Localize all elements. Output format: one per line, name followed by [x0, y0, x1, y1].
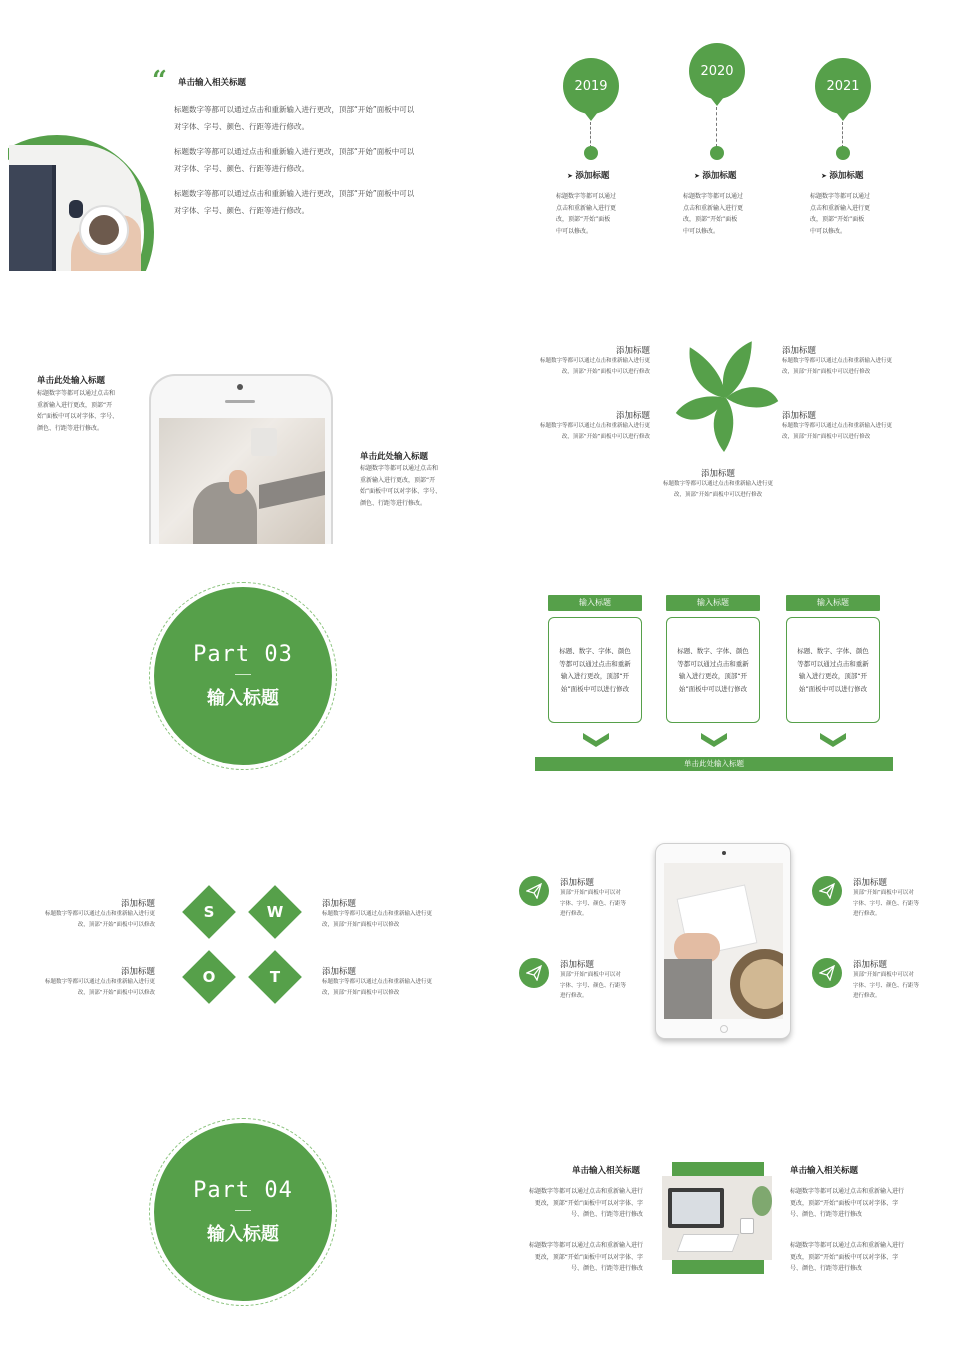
hand-pen	[229, 470, 247, 494]
desc-line: 中可以修改。	[810, 227, 847, 235]
desc-line: 中可以修改。	[683, 227, 720, 235]
slide1-paragraph	[174, 143, 454, 177]
desc-line: 改，顶部“开始”面板	[683, 216, 738, 223]
info-box	[548, 595, 642, 723]
part-title: 输入标题	[207, 1224, 279, 1245]
photo-left-para	[505, 1186, 643, 1221]
desc-line: 进行修改。	[853, 911, 881, 917]
arm-sleeve	[193, 482, 257, 544]
photo-left-title: 单击输入相关标题	[571, 1166, 640, 1176]
leaf-item-title: 添加标题	[782, 346, 817, 356]
desc-line: 点击和重新输入进行更	[683, 204, 744, 212]
desc-line: 始”面板中可以对字体、字号、	[360, 488, 442, 495]
sleeve-shape	[664, 959, 712, 1019]
desc-line: 标题数字等都可以通过点击和重新输入进行	[790, 1188, 905, 1195]
part-circle	[154, 1123, 332, 1301]
open-book	[677, 1234, 740, 1252]
swot-item-desc	[322, 977, 452, 998]
tablet-screen-image	[664, 863, 783, 1019]
part-title: 输入标题	[207, 688, 279, 709]
desc-line: 标题数字等都可以通过点击和	[360, 465, 439, 472]
coffee-mug	[740, 1218, 754, 1234]
desc-line: 点击和重新输入进行更	[810, 204, 871, 212]
photo-right-title: 单击输入相关标题	[790, 1166, 859, 1176]
box-line: 等都可以通过点击和重新	[677, 659, 749, 668]
desc-line: 标题数字等都可以通过点击和重新输入进行更	[539, 358, 650, 364]
swot-diamond-t	[256, 958, 294, 996]
desc-line: 改，顶部“开始”面板	[810, 216, 865, 223]
timeline-connector	[842, 122, 843, 148]
paper-plane-icon	[812, 876, 842, 906]
desc-line: 标题数字等都可以通过点击和重新输入进行更	[44, 979, 155, 985]
desc-line: 标题数字等都可以通过点击和重新输入进行更	[539, 423, 650, 429]
tablet-mockup	[655, 843, 791, 1039]
desc-line: 点击和重新输入进行更	[556, 204, 617, 212]
paragraph-line: 对字体、字号、颜色、行距等进行修改。	[174, 206, 309, 215]
desc-line: 标题数字等都可以通过	[810, 193, 871, 200]
info-box	[666, 595, 760, 723]
box-line: 输入进行更改，顶部“开	[678, 672, 748, 680]
box-line: 输入进行更改，顶部“开	[798, 672, 868, 680]
swot-item-title: 添加标题	[120, 899, 155, 909]
desc-line: 改，顶部“开始”面板中可以进行修改	[782, 433, 871, 440]
desc-line: 改，顶部“开始”面板中可以修改	[322, 921, 400, 928]
laptop-display	[672, 1192, 720, 1224]
swot-letter: T	[269, 968, 281, 986]
desc-line: 进行修改。	[853, 993, 881, 999]
box-line: 标题、数字、字体、颜色	[559, 647, 631, 655]
desc-line: 顶部“开始”面板中可以对	[560, 890, 621, 896]
hat-shape	[730, 949, 783, 1019]
timeline-connector	[716, 107, 717, 147]
box-line: 等都可以通过点击和重新	[797, 659, 869, 668]
swot-item-title: 添加标题	[322, 899, 357, 909]
desc-line: 标题数字等都可以通过点击和重新输入进行	[528, 1188, 643, 1195]
slide1-heading: 单击输入相关标题	[178, 78, 247, 88]
swot-item-title: 添加标题	[322, 967, 357, 977]
leaf-item-desc	[782, 421, 912, 442]
desc-line: 顶部“开始”面板中可以对	[853, 890, 914, 896]
leaf-petal	[681, 342, 730, 406]
swot-diamond-o	[190, 958, 228, 996]
desc-line: 标题数字等都可以通过	[556, 193, 617, 200]
bottom-bar-label: 单击此处输入标题	[684, 759, 744, 768]
tablet-item-desc	[560, 970, 650, 1002]
part-divider	[235, 674, 251, 675]
notebook-spine	[52, 165, 56, 271]
timeline-item	[681, 43, 761, 106]
leaf-item-desc	[520, 356, 650, 377]
swot-item-desc	[322, 909, 452, 930]
desc-line: 颜色、行距等进行修改。	[37, 424, 104, 432]
desc-line: 顶部“开始”面板中可以对	[853, 972, 914, 978]
desc-line: 改，顶部“开始”面板中可以修改	[322, 989, 400, 996]
leaf-item-desc	[648, 479, 788, 500]
desc-line: 号、颜色、行距等进行修改	[790, 1211, 863, 1218]
leaf-flower-icon	[672, 336, 780, 454]
timeline-dot	[584, 146, 598, 160]
desc-line: 颜色、行距等进行修改。	[360, 499, 427, 507]
desc-line: 改，顶部“开始”面板中可以进行修改	[561, 433, 650, 440]
photo-left-para	[505, 1240, 643, 1275]
desc-line: 改，顶部“开始”面板中可以进行修改	[561, 368, 650, 375]
paper-plane-icon	[519, 876, 549, 906]
desc-line: 标题数字等都可以通过	[683, 193, 744, 200]
desc-line: 字体、字号、颜色、行距等	[853, 982, 920, 989]
arrow-icon: ➤	[694, 172, 703, 180]
timeline-item	[807, 58, 887, 121]
quote-icon: “	[152, 66, 167, 96]
phone-speaker	[237, 384, 243, 390]
swot-diamond-s	[190, 893, 228, 931]
notebook-image	[9, 165, 56, 271]
desc-line: 更改，顶部“开始”面板中可以对字体、字	[534, 1253, 643, 1261]
swot-item-desc	[25, 977, 155, 998]
tablet-home-button	[720, 1025, 728, 1033]
leaf-item-desc	[782, 356, 912, 377]
phone-left-desc	[37, 388, 147, 434]
timeline-title	[694, 169, 736, 181]
desc-line: 更改，顶部“开始”面板中可以对字体、字	[790, 1199, 899, 1207]
box-body	[548, 617, 642, 723]
desc-line: 标题数字等都可以通过点击和重新输入进行更	[44, 911, 155, 917]
chevron-down-icon	[701, 733, 727, 747]
phone-earpiece	[225, 400, 255, 403]
swot-item-desc	[25, 909, 155, 930]
desc-line: 字体、字号、颜色、行距等	[560, 982, 627, 989]
part-divider	[235, 1210, 251, 1211]
part-number: Part 04	[193, 1178, 293, 1203]
swot-letter: S	[203, 903, 215, 921]
paragraph-line: 标题数字等都可以通过点击和重新输入进行更改，顶部“开始”面板中可以	[174, 147, 415, 156]
tablet-item-title: 添加标题	[853, 878, 888, 888]
phone-screen-image	[159, 418, 325, 544]
slide1-paragraph	[174, 185, 454, 219]
year-pin-2019: 2019	[563, 58, 619, 114]
swot-letter: O	[202, 968, 216, 986]
cup-handle	[69, 200, 83, 218]
box-line: 输入进行更改，顶部“开	[560, 672, 630, 680]
chevron-down-icon	[820, 733, 846, 747]
swot-diamond-w	[256, 893, 294, 931]
paragraph-line: 标题数字等都可以通过点击和重新输入进行更改，顶部“开始”面板中可以	[174, 105, 415, 114]
desc-line: 标题数字等都可以通过点击和	[37, 390, 116, 397]
timeline-desc	[556, 191, 636, 237]
plant	[752, 1186, 772, 1216]
box-line: 标题、数字、字体、颜色	[797, 647, 869, 655]
desc-line: 号、颜色、行距等进行修改	[570, 1265, 643, 1272]
desc-line: 字体、字号、颜色、行距等	[560, 900, 627, 907]
phone-mockup	[149, 374, 333, 544]
photo-right-para	[790, 1240, 928, 1275]
slide1-paragraph	[174, 101, 454, 135]
box-line: 始”面板中可以进行修改	[798, 684, 868, 693]
pin-tip	[584, 112, 598, 121]
desc-line: 标题数字等都可以通过点击和重新输入进行	[528, 1242, 643, 1249]
part-number: Part 03	[193, 642, 293, 667]
year-pin-2021: 2021	[815, 58, 871, 114]
laptop-edge	[259, 471, 325, 509]
desc-line: 标题数字等都可以通过点击和重新输入进行更	[782, 358, 893, 364]
phone-left-title: 单击此处输入标题	[37, 376, 106, 386]
chevron-down-icon	[583, 733, 609, 747]
desc-line: 中可以修改。	[556, 227, 593, 235]
paragraph-line: 对字体、字号、颜色、行距等进行修改。	[174, 122, 309, 131]
desc-line: 标题数字等都可以通过点击和重新输入进行更	[322, 911, 433, 917]
desc-line: 改，顶部“开始”面板中可以修改	[77, 989, 155, 996]
timeline-item	[555, 58, 635, 121]
part-circle	[154, 587, 332, 765]
arrow-icon: ➤	[567, 172, 576, 180]
box-body	[786, 617, 880, 723]
swot-letter: W	[266, 903, 284, 921]
box-header: 输入标题	[786, 595, 880, 611]
laptop-photo	[662, 1176, 772, 1260]
desc-line: 更改，顶部“开始”面板中可以对字体、字	[534, 1199, 643, 1207]
desc-line: 始”面板中可以对字体、字号、	[37, 413, 119, 420]
timeline-desc	[683, 191, 763, 237]
timeline-title	[821, 169, 863, 181]
paper-plane-icon	[812, 958, 842, 988]
tablet-item-desc	[853, 888, 943, 920]
desc-line: 标题数字等都可以通过点击和重新输入进行更	[322, 979, 433, 985]
bottom-bar	[535, 757, 893, 771]
swot-item-title: 添加标题	[120, 967, 155, 977]
desc-line: 标题数字等都可以通过点击和重新输入进行	[790, 1242, 905, 1249]
leaf-item-title: 添加标题	[700, 469, 735, 479]
leaf-item-title: 添加标题	[615, 346, 650, 356]
tablet-item-desc	[560, 888, 650, 920]
photo-right-para	[790, 1186, 928, 1221]
box-line: 始”面板中可以进行修改	[678, 684, 748, 693]
timeline-connector	[590, 122, 591, 148]
timeline-title-text: 添加标题	[702, 171, 737, 181]
desc-line: 改，顶部“开始”面板中可以进行修改	[782, 368, 871, 375]
leaf-item-desc	[520, 421, 650, 442]
leaf-item-title: 添加标题	[615, 411, 650, 421]
desc-line: 标题数字等都可以通过点击和重新输入进行更	[782, 423, 893, 429]
desk-object	[251, 428, 277, 456]
box-body	[666, 617, 760, 723]
box-line: 标题、数字、字体、颜色	[677, 647, 749, 655]
phone-right-title: 单击此处输入标题	[360, 452, 429, 462]
arrow-icon: ➤	[821, 172, 830, 180]
pin-tip	[836, 112, 850, 121]
timeline-dot	[710, 146, 724, 160]
coffee-photo	[9, 145, 141, 271]
desc-line: 改，顶部“开始”面板中可以进行修改	[673, 491, 763, 498]
paragraph-line: 对字体、字号、颜色、行距等进行修改。	[174, 164, 309, 173]
desc-line: 进行修改。	[560, 911, 588, 917]
desc-line: 改，顶部“开始”面板中可以修改	[77, 921, 155, 928]
coffee-cup-icon	[79, 205, 129, 255]
desc-line: 重新输入进行更改，顶部“开	[37, 401, 113, 409]
pin-tip	[710, 97, 724, 106]
box-header: 输入标题	[666, 595, 760, 611]
tablet-camera	[722, 851, 726, 855]
desc-line: 顶部“开始”面板中可以对	[560, 972, 621, 978]
tablet-item-title: 添加标题	[560, 878, 595, 888]
timeline-title	[567, 169, 609, 181]
tablet-item-title: 添加标题	[853, 960, 888, 970]
desc-line: 标题数字等都可以通过点击和重新输入进行更	[662, 481, 773, 487]
box-line: 始”面板中可以进行修改	[560, 684, 630, 693]
timeline-title-text: 添加标题	[575, 171, 610, 181]
box-header: 输入标题	[548, 595, 642, 611]
desc-line: 号、颜色、行距等进行修改	[790, 1265, 863, 1272]
desc-line: 更改，顶部“开始”面板中可以对字体、字	[790, 1253, 899, 1261]
tablet-item-title: 添加标题	[560, 960, 595, 970]
phone-right-desc	[360, 463, 470, 509]
timeline-desc	[810, 191, 890, 237]
timeline-dot	[836, 146, 850, 160]
leaf-item-title: 添加标题	[782, 411, 817, 421]
tablet-item-desc	[853, 970, 943, 1002]
paper-plane-icon	[519, 958, 549, 988]
timeline-title-text: 添加标题	[829, 171, 864, 181]
paragraph-line: 标题数字等都可以通过点击和重新输入进行更改，顶部“开始”面板中可以	[174, 189, 415, 198]
desc-line: 号、颜色、行距等进行修改	[570, 1211, 643, 1218]
desc-line: 字体、字号、颜色、行距等	[853, 900, 920, 907]
desc-line: 重新输入进行更改，顶部“开	[360, 476, 436, 484]
box-line: 等都可以通过点击和重新	[559, 659, 631, 668]
desc-line: 进行修改。	[560, 993, 588, 999]
year-pin-2020: 2020	[689, 43, 745, 99]
info-box	[786, 595, 880, 723]
desc-line: 改，顶部“开始”面板	[556, 216, 611, 223]
